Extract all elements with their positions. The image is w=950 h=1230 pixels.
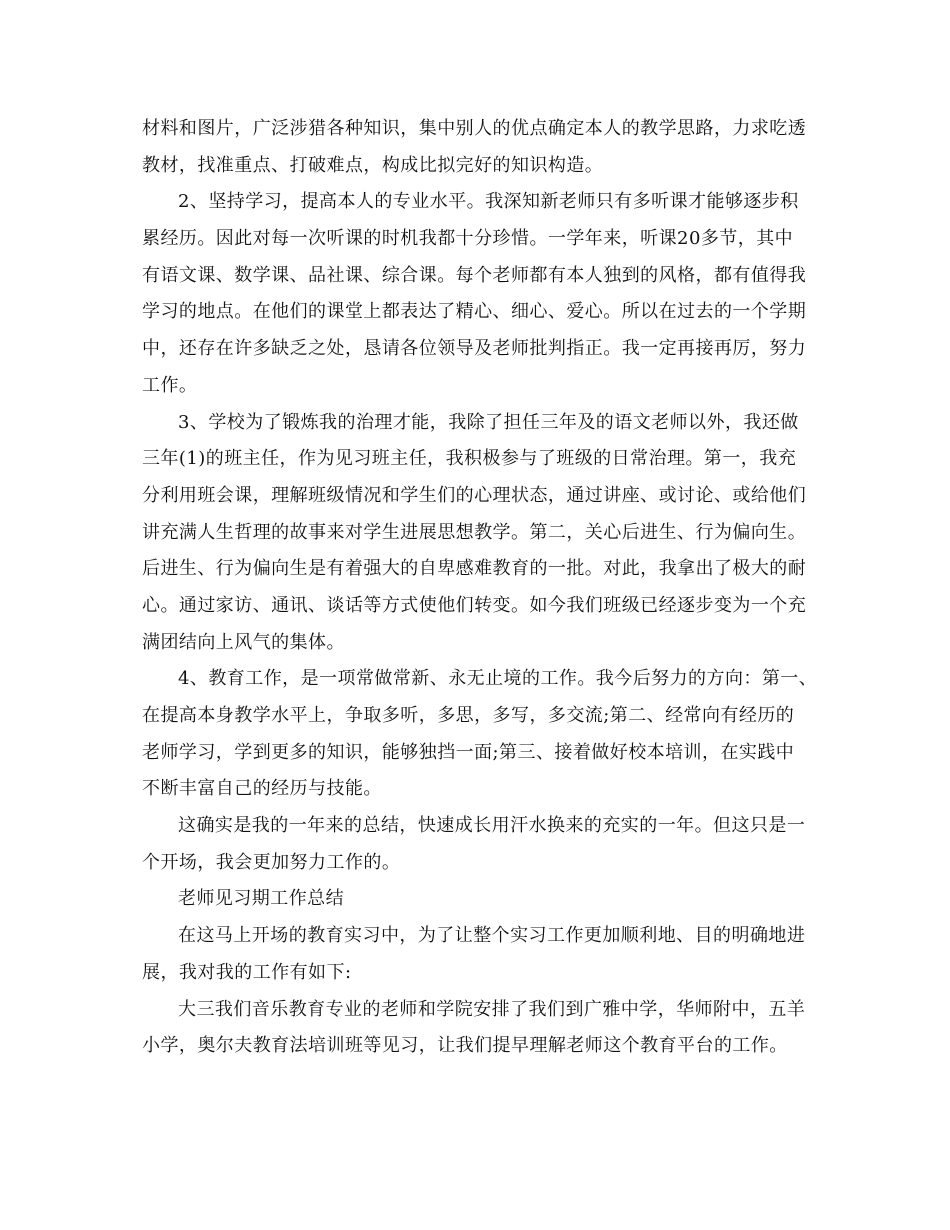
text-line: 老师见习期工作总结 [178, 888, 345, 910]
text-line: 个开场，我会更加努力工作的。 [142, 851, 401, 873]
text-line: 工作。 [142, 374, 198, 396]
text-line: 大三我们音乐教育专业的老师和学院安排了我们到广雅中学，华师附中，五羊 [178, 998, 806, 1020]
text-line: 后进生、行为偏向生是有着强大的自卑感难教育的一批。对此，我拿出了极大的耐 [142, 558, 807, 580]
document-body [142, 111, 816, 1065]
text-line: 中，还存在许多缺乏之处，恳请各位领导及老师批判指正。我一定再接再厉，努力 [142, 338, 807, 360]
text-line: 4、教育工作，是一项常做常新、永无止境的工作。我今后努力的方向：第一、 [178, 668, 818, 690]
text-line: 有语文课、数学课、品社课、综合课。每个老师都有本人独到的风格，都有值得我 [142, 264, 807, 286]
text-line: 展，我对我的工作有如下: [142, 961, 352, 983]
text-line: 在这马上开场的教育实习中，为了让整个实习工作更加顺利地、目的明确地进 [178, 925, 806, 947]
text-line: 小学，奥尔夫教育法培训班等见习，让我们提早理解老师这个教育平台的工作。 [142, 1035, 788, 1057]
text-line: 在提高本身教学水平上，争取多听，多思，多写，多交流;第二、经常向有经历的 [142, 705, 795, 726]
text-line: 这确实是我的一年来的总结，快速成长用汗水换来的充实的一年。但这只是一 [178, 815, 806, 837]
text-line: 累经历。因此对每一次听课的时机我都十分珍惜。一学年来，听课20多节，其中 [142, 228, 794, 250]
text-line: 3、学校为了锻炼我的治理才能，我除了担任三年及的语文老师以外，我还做 [178, 411, 799, 433]
text-line: 心。通过家访、通讯、谈话等方式使他们转变。如今我们班级已经逐步变为一个充 [142, 594, 807, 616]
text-line: 学习的地点。在他们的课堂上都表达了精心、细心、爱心。所以在过去的一个学期 [142, 301, 807, 323]
text-line: 老师学习，学到更多的知识，能够独挡一面;第三、接着做好校本培训，在实践中 [142, 741, 795, 763]
text-line: 教材，找准重点、打破难点，构成比拟完好的知识构造。 [142, 154, 604, 176]
text-line: 满团结向上风气的集体。 [142, 631, 345, 653]
text-line: 2、坚持学习，提高本人的专业水平。我深知新老师只有多听课才能够逐步积 [178, 191, 799, 213]
text-line: 三年(1)的班主任，作为见习班主任，我积极参与了班级的日常治理。第一，我充 [142, 448, 797, 470]
text-line: 不断丰富自己的经历与技能。 [142, 778, 382, 800]
text-line: 分利用班会课，理解班级情况和学生们的心理状态，通过讲座、或讨论、或给他们 [142, 484, 807, 506]
text-line: 讲充满人生哲理的故事来对学生进展思想教学。第二，关心后进生、行为偏向生。 [142, 521, 807, 543]
text-line: 材料和图片，广泛涉猎各种知识，集中别人的优点确定本人的教学思路，力求吃透 [142, 118, 807, 139]
